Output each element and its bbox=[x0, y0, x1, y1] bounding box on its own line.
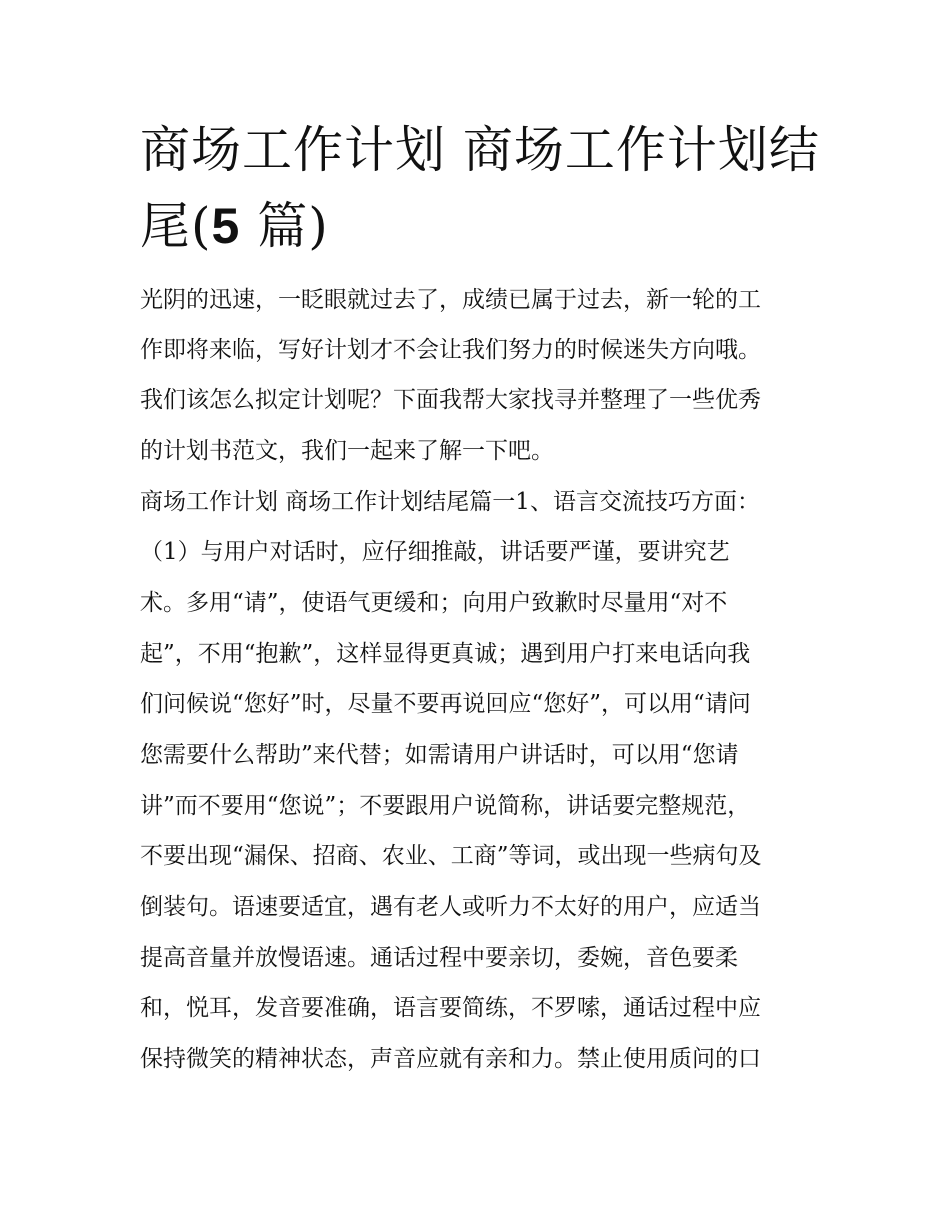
body-line-8: 起”，不用“抱歉”，这样显得更真诚；遇到用户打来电话向我 bbox=[140, 641, 751, 667]
body-line-13: 倒装句。语速要适宜，遇有老人或听力不太好的用户，应适当 bbox=[140, 894, 761, 920]
body-line-16: 保持微笑的精神状态，声音应就有亲和力。禁止使用质问的口 bbox=[140, 1046, 761, 1072]
body-line-9: 们问候说“您好”时，尽量不要再说回应“您好”，可以用“请问 bbox=[140, 691, 751, 717]
body-line-1: 光阴的迅速，一眨眼就过去了，成绩已属于过去，新一轮的工 bbox=[140, 287, 761, 313]
title-part-1: 商场工作计划 商场工作计划结 bbox=[140, 121, 820, 179]
title-part-3: 篇) bbox=[240, 197, 329, 255]
body-line-4: 的计划书范文，我们一起来了解一下吧。 bbox=[140, 438, 554, 464]
body-line-12: 不要出现“漏保、招商、农业、工商”等词，或出现一些病句及 bbox=[140, 843, 762, 869]
body-line-10: 您需要什么帮助”来代替；如需请用户讲话时，可以用“您请 bbox=[140, 742, 739, 768]
title-part-2: 尾( bbox=[140, 197, 212, 255]
body-line-7: 术。多用“请”，使语气更缓和；向用户致歉时尽量用“对不 bbox=[140, 590, 728, 616]
body-line-5: 商场工作计划 商场工作计划结尾篇一1、语言交流技巧方面： bbox=[140, 489, 760, 515]
title-number: 5 bbox=[211, 198, 241, 254]
body-line-6: （1）与用户对话时，应仔细推敲，讲话要严谨，要讲究艺 bbox=[140, 539, 730, 565]
body-line-14: 提高音量并放慢语速。通话过程中要亲切，委婉，音色要柔 bbox=[140, 945, 738, 971]
body-line-11: 讲”而不要用“您说”；不要跟用户说简称，讲话要完整规范， bbox=[140, 793, 751, 819]
body-line-15: 和，悦耳，发音要准确，语言要简练，不罗嗦，通话过程中应 bbox=[140, 995, 761, 1021]
body-line-2: 作即将来临，写好计划才不会让我们努力的时候迷失方向哦。 bbox=[140, 337, 761, 363]
document-title bbox=[140, 112, 820, 264]
body-line-3: 我们该怎么拟定计划呢？下面我帮大家找寻并整理了一些优秀 bbox=[140, 387, 761, 413]
